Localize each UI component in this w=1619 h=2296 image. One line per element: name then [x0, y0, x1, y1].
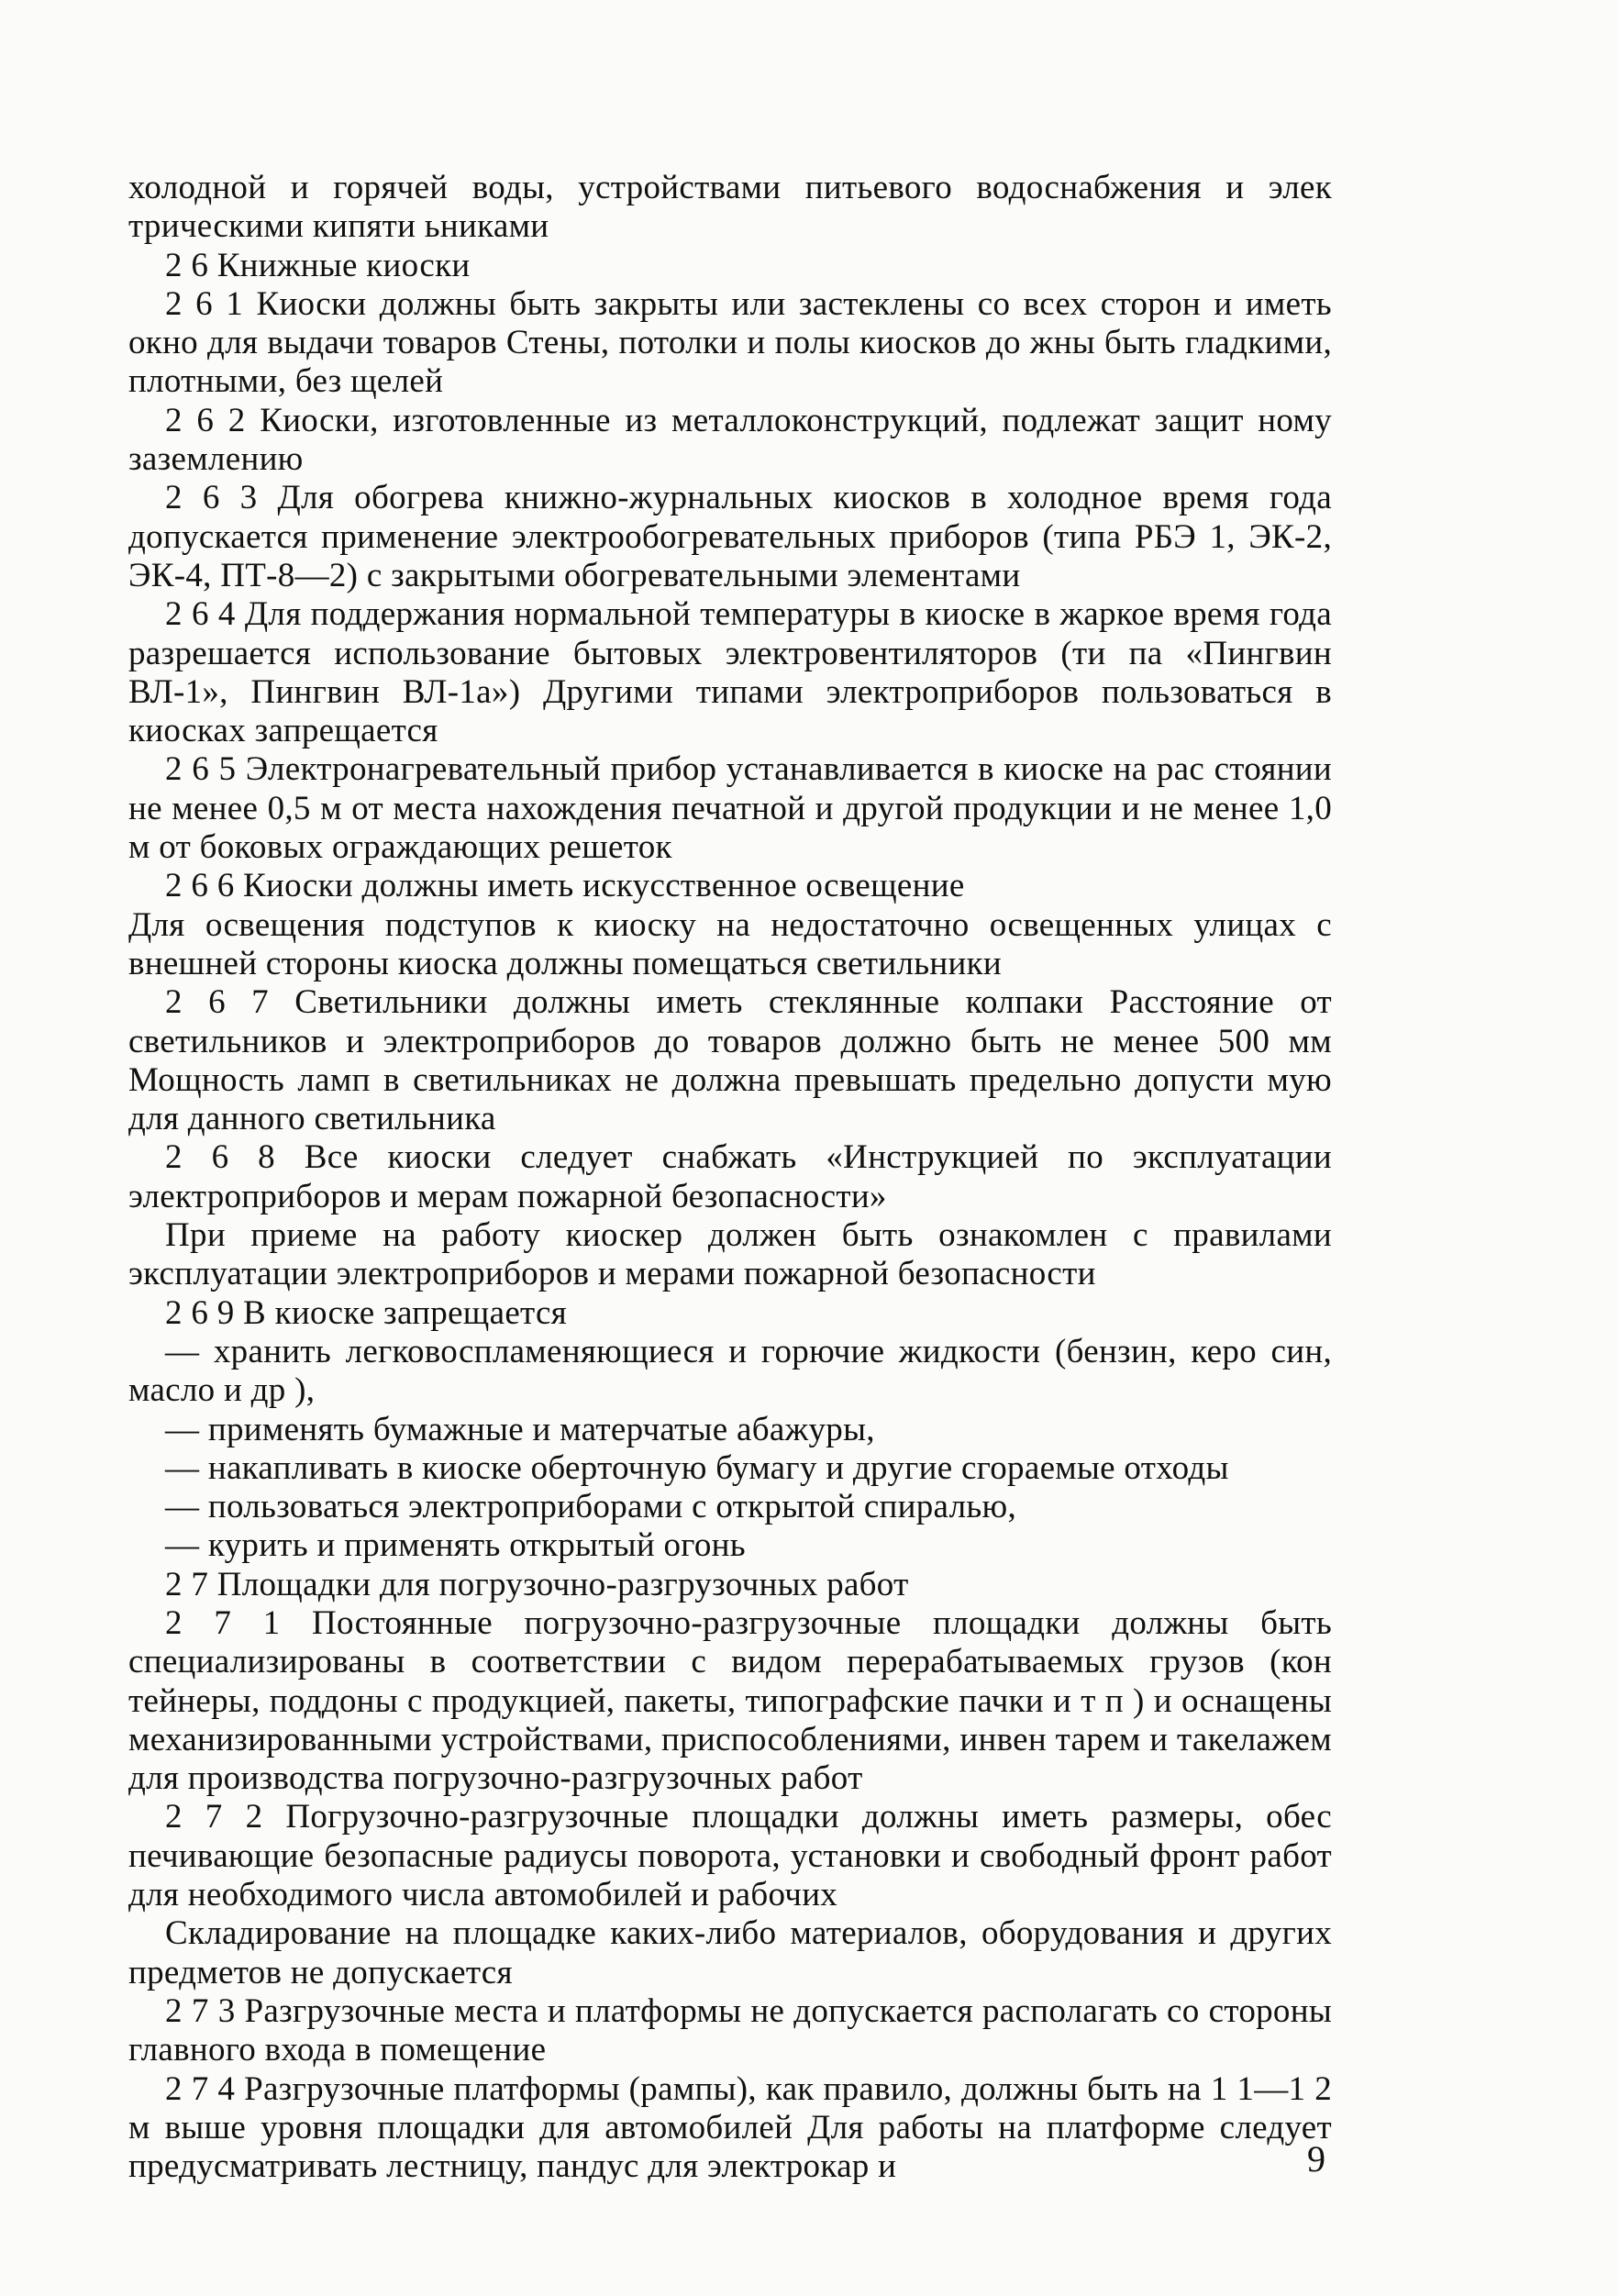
paragraph-continuation: холодной и горячей воды, устройствами питьевого водоснабжения и элек трическими кипяти ьниками [128, 169, 1332, 246]
list-item: — хранить легковоспламеняющиеся и горючие жидкости (бензин, керо син, масло и др ), [128, 1332, 1332, 1410]
paragraph-2-6-6: 2 6 6 Киоски должны иметь искусственное освещение [165, 867, 965, 905]
paragraph-2-6-9: 2 6 9 В киоске запрещается [165, 1293, 567, 1332]
paragraph-2-6-5: 2 6 5 Электронагревательный прибор устанавливается в киоске на рас стоянии не менее 0,5 м от места нахождения печатной и другой продукции и не менее 1,0 м от боковых ограждающих решеток [128, 750, 1332, 867]
body-text [128, 169, 1332, 2186]
paragraph-2-7-3: 2 7 3 Разгрузочные места и платформы не допускается располагать со стороны главного входа в помещение [128, 1991, 1332, 2069]
paragraph-2-6-1: 2 6 1 Киоски должны быть закрыты или застеклены со всех сторон и иметь окно для выдачи товаров Стены, потолки и полы киосков до жны быть гладкими, плотными, без щелей [128, 284, 1332, 401]
paragraph-2-7-4: 2 7 4 Разгрузочные платформы (рампы), как правило, должны быть на 1 1—1 2 м выше уровня площадки для автомобилей Для работы на платформе следует предусматривать лестницу, пандус для электрокар и [128, 2069, 1332, 2186]
section-heading-2-7: 2 7 Площадки для погрузочно-разгрузочных работ [165, 1565, 909, 1603]
paragraph-2-6-4: 2 6 4 Для поддержания нормальной температуры в киоске в жаркое время года разрешается использование бытовых электровентиляторов (ти па «Пингвин ВЛ-1», Пингвин ВЛ-1а») Другими типами электроприборов пользоваться в киосках запрещается [128, 595, 1332, 750]
page-number: 9 [1307, 2138, 1325, 2180]
list-item: — курить и применять открытый огонь [165, 1526, 746, 1565]
section-heading-2-6: 2 6 Книжные киоски [165, 246, 471, 284]
paragraph-2-6-3: 2 6 3 Для обогрева книжно-журнальных киосков в холодное время года допускается применение электрообогревательных приборов (типа РБЭ 1, ЭК-2, ЭК-4, ПТ-8—2) с закрытыми обогревательными элементами [128, 479, 1332, 594]
paragraph-2-6-2: 2 6 2 Киоски, изготовленные из металлоконструкций, подлежат защит ному заземлению [128, 401, 1332, 479]
paragraph-2-6-8: 2 6 8 Все киоски следует снабжать «Инструкцией по эксплуатации электроприборов и мерам пожарной безопасности» [128, 1138, 1332, 1215]
paragraph-lighting: Для освещения подступов к киоску на недостаточно освещенных улицах с внешней стороны киоска должны помещаться светильники [128, 905, 1332, 982]
paragraph-kiosker: При приеме на работу киоскер должен быть ознакомлен с правилами эксплуатации электроприборов и мерами пожарной безопасности [128, 1216, 1332, 1293]
paragraph-storage: Складирование на площадке каких-либо материалов, оборудования и других предметов не допускается [128, 1914, 1332, 1991]
paragraph-2-7-2: 2 7 2 Погрузочно-разгрузочные площадки должны иметь размеры, обес печивающие безопасные радиусы поворота, установки и свободный фронт работ для необходимого числа автомобилей и рабочих [128, 1798, 1332, 1914]
list-item: — пользоваться электроприборами с открытой спиралью, [165, 1488, 1017, 1526]
list-item: — применять бумажные и матерчатые абажуры, [165, 1410, 875, 1448]
paragraph-2-6-7: 2 6 7 Светильники должны иметь стеклянные колпаки Расстояние от светильников и электроприборов до товаров должно быть не менее 500 мм Мощность ламп в светильниках не должна превышать предельно допусти мую для данного светильника [128, 983, 1332, 1138]
list-item: — накапливать в киоске оберточную бумагу и другие сгораемые отходы [165, 1448, 1229, 1487]
paragraph-2-7-1: 2 7 1 Постоянные погрузочно-разгрузочные площадки должны быть специализированы в соответствии с видом перерабатываемых грузов (кон тейнеры, поддоны с продукцией, пакеты, типографские пачки и т п ) и оснащены механизированными устройствами, приспособлениями, инвен тарем и такелажем для производства погрузочно-разгрузочных работ [128, 1603, 1332, 1798]
